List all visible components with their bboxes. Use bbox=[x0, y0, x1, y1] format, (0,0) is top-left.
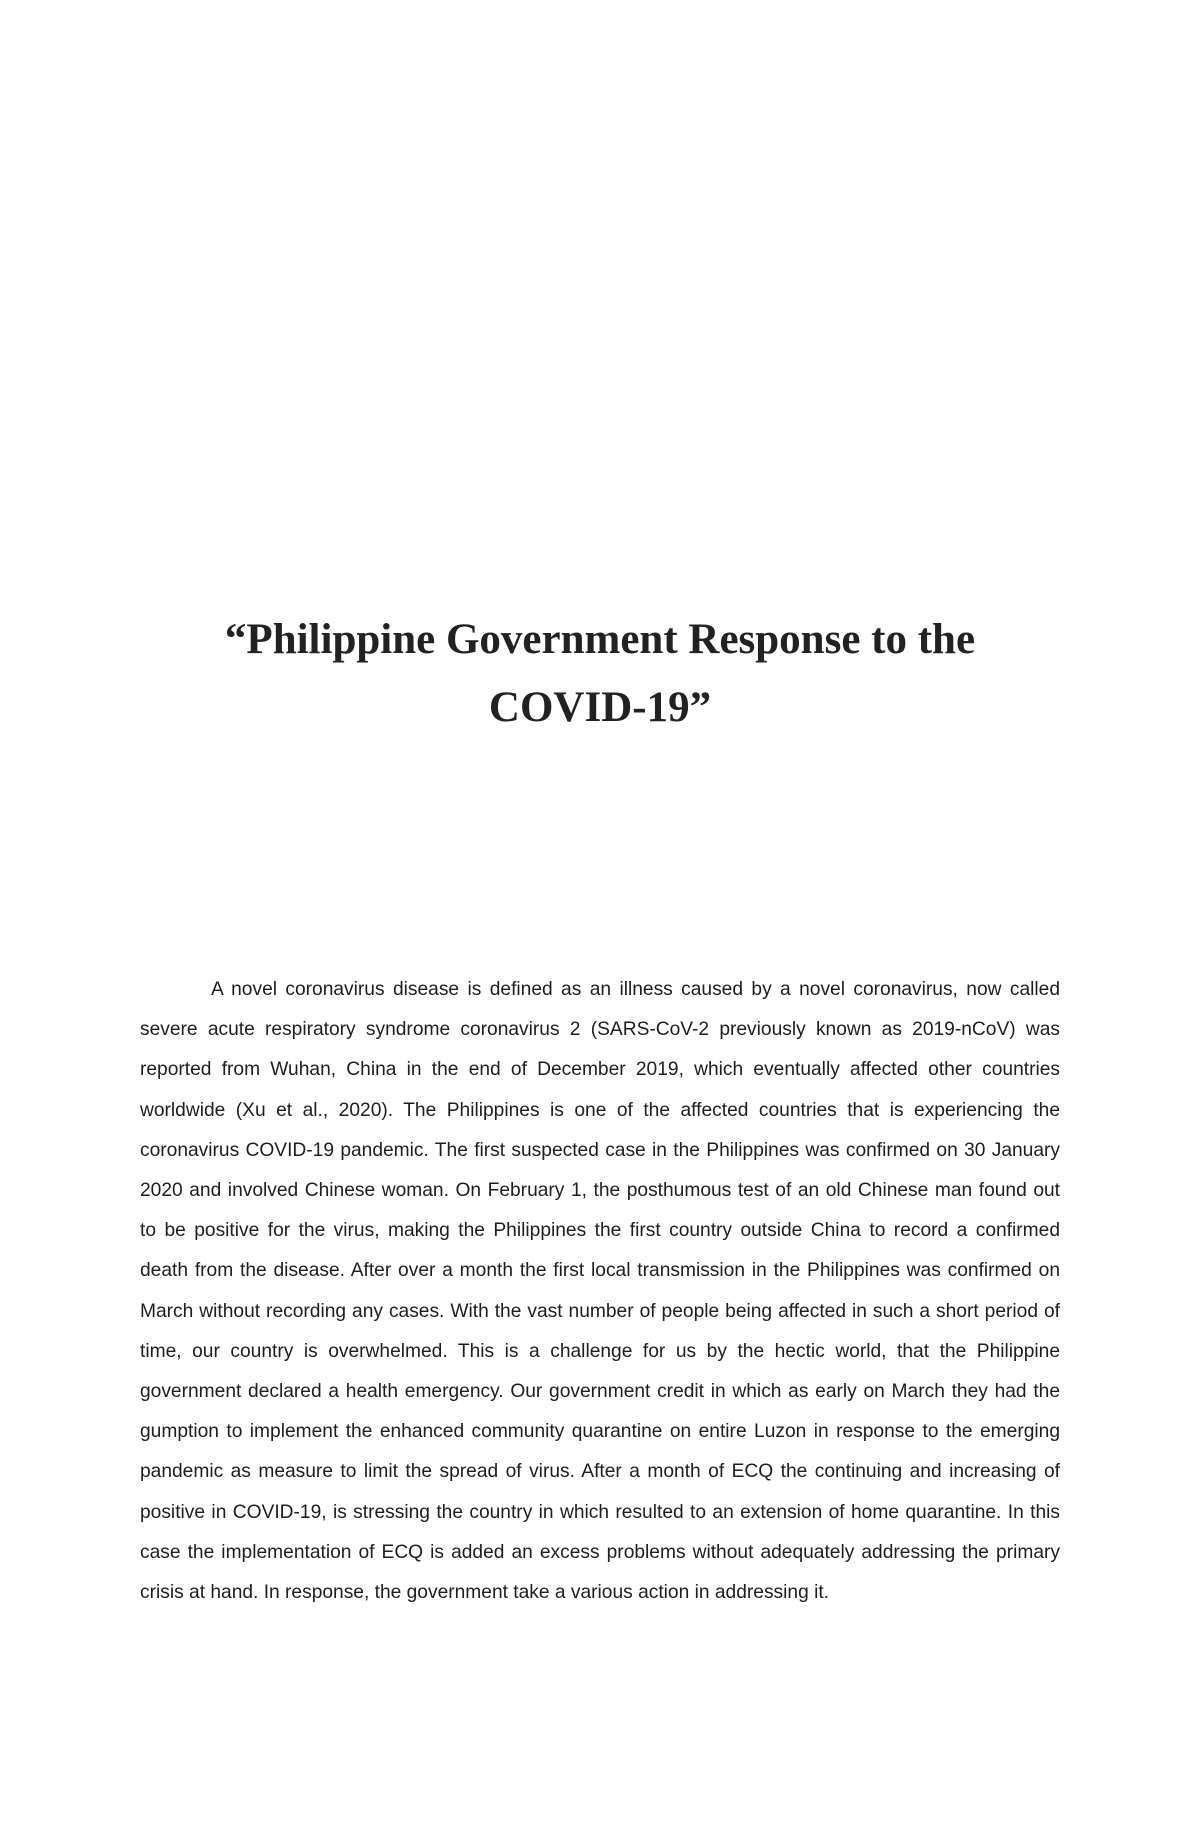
document-title bbox=[160, 606, 1040, 742]
body-paragraph: A novel coronavirus disease is defined as an illness caused by a novel coronavirus, now called severe acute respiratory syndrome coronavirus 2 (SARS-CoV-2 previously known as 2019-nCoV) was reported from Wuhan, China in the end of December 2019, which eventually affected other countries worldwide (Xu et al., 2020). The Philippines is one of the affected countries that is experiencing the coronavirus COVID-19 pandemic. The first suspected case in the Philippines was confirmed on 30 January 2020 and involved Chinese woman. On February 1, the posthumous test of an old Chinese man found out to be positive for the virus, making the Philippines the first country outside China to record a confirmed death from the disease. After over a month the first local transmission in the Philippines was confirmed on March without recording any cases. With the vast number of people being affected in such a short period of time, our country is overwhelmed. This is a challenge for us by the hectic world, that the Philippine government declared a health emergency. Our government credit in which as early on March they had the gumption to implement the enhanced community quarantine on entire Luzon in response to the emerging pandemic as measure to limit the spread of virus. After a month of ECQ the continuing and increasing of positive in COVID-19, is stressing the country in which resulted to an extension of home quarantine. In this case the implementation of ECQ is added an excess problems without adequately addressing the primary crisis at hand. In response, the government take a various action in addressing it. bbox=[140, 979, 1060, 1604]
title-line-1: “Philippine Government Response to the bbox=[224, 616, 976, 663]
title-line-2: COVID-19” bbox=[488, 684, 712, 731]
